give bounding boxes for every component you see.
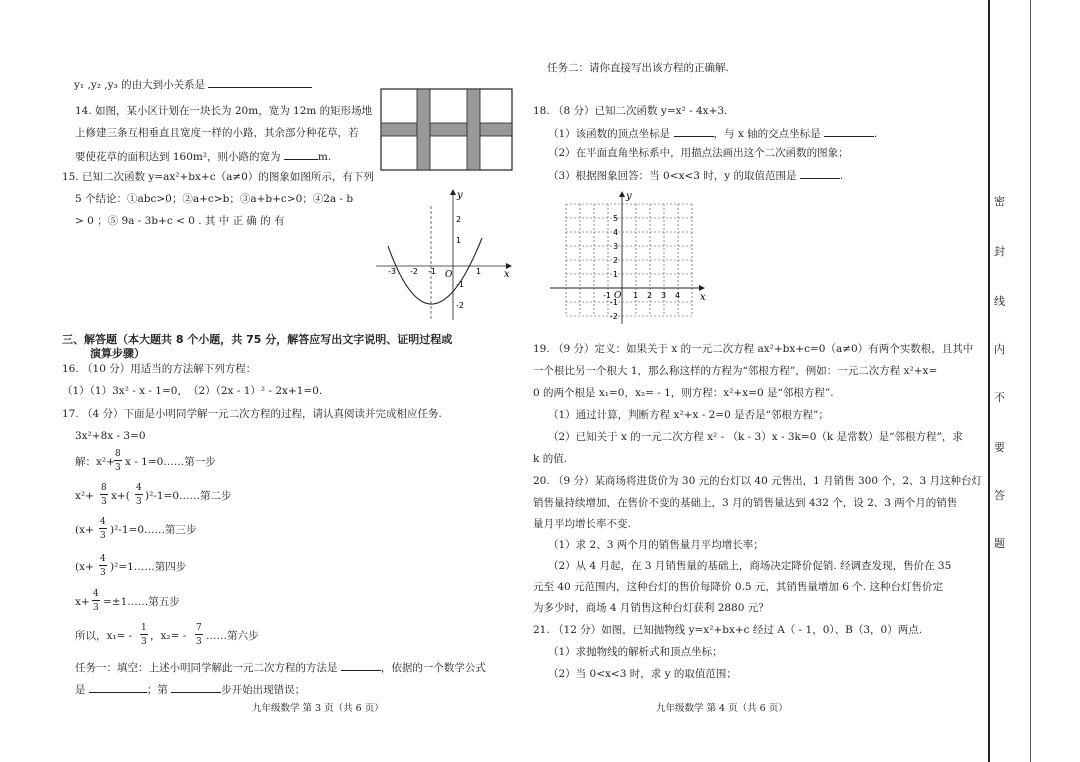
x-tick: 1 [633, 291, 639, 300]
q20-p1: （1）求 2、3 两个月的销售量月平均增长率； [548, 539, 764, 551]
y-tick: 1 [613, 270, 619, 279]
y-tick: 3 [613, 242, 619, 251]
page-footer-right: 九年级数学 第 4 页（共 6 页） [656, 703, 788, 714]
answer-blank[interactable] [89, 682, 147, 693]
section3-heading-1: 三、解答题（本大题共 8 个小题，共 75 分，解答应写出文字说明、证明过程或 [62, 333, 453, 346]
seal-char: 线 [994, 295, 1005, 308]
q18-title: 18. （8 分）已知二次函数 y=x² - 4x+3. [533, 105, 728, 117]
q20-p2: （2）从 4 月起，在 3 月销售量的基础上，商场决定降价促销. 经调查发现，售价在 35 [548, 560, 952, 572]
x-tick: 1 [476, 267, 482, 276]
y-tick: -2 [610, 312, 618, 321]
q20-line1: 20. （9 分）某商场将进货价为 30 元的台灯以 40 元售出，1 月销售 300 个，2、3 月这种台灯 [533, 475, 983, 487]
y-tick: -1 [456, 280, 464, 289]
q19-p1: （1）通过计算，判断方程 x²+x - 2=0 是否是“邻根方程”； [548, 409, 829, 421]
q15-line1: 15. 已知二次函数 y=ax²+bx+c（a≠0）的图象如图所示，有下列 [62, 171, 374, 183]
q18-p3: （3）根据图象回答：当 0<x<3 时，y 的取值范围是 . [548, 170, 844, 182]
x-tick: 4 [675, 291, 681, 300]
origin-label: O [614, 291, 622, 301]
q21-p2: （2）当 0<x<3 时，求 y 的取值范围； [548, 668, 737, 680]
horizontal-road [381, 123, 512, 136]
y-tick: 4 [613, 228, 619, 237]
answer-blank[interactable] [284, 149, 318, 160]
y-tick: 2 [456, 215, 462, 224]
q20-line2: 销售量持续增加，在售价不变的基础上，3 月的销售量达到 432 个，设 2、3 两个月的销售 [533, 497, 958, 509]
q17-task1-line1: 任务一：填空：上述小明同学解此一元二次方程的方法是 ，依据的一个数学公式 [75, 662, 486, 674]
x-tick: -3 [388, 267, 396, 276]
q15-line2: 5 个结论：①abc>0；②a+c>b；③a+b+c>0；④2a - b [75, 193, 354, 205]
q16-eqs: （1）（1）3x² - x - 1=0， （2）（2x - 1）² - 2x+1=0. [62, 385, 323, 397]
q19-p2: （2）已知关于 x 的一元二次方程 x² - （k - 3）x - 3k=0（k 是常数）是“邻根方程”，求 [548, 431, 963, 443]
seal-char: 封 [994, 245, 1005, 258]
q17-title: 17. （4 分）下面是小明同学解一元二次方程的过程，请认真阅读并完成相应任务. [62, 408, 442, 420]
x-label: x [504, 269, 510, 280]
vertical-road-1 [417, 89, 430, 170]
y-tick: 2 [613, 256, 619, 265]
q14-line3: 要使花草的面积达到 160m²，则小路的宽为 m. [75, 151, 332, 163]
seal-char: 答 [994, 489, 1005, 502]
page-footer-left: 九年级数学 第 3 页（共 6 页） [252, 703, 384, 714]
seal-line [988, 0, 990, 762]
parabola-graph [372, 186, 518, 324]
x-tick: -1 [428, 267, 436, 276]
q15-line3: > 0 ；⑤ 9a - 3b+c < 0 . 其 中 正 确 的 有 [75, 215, 285, 227]
y-tick: -2 [456, 301, 464, 310]
x-tick: 2 [647, 291, 653, 300]
seal-char: 题 [994, 537, 1005, 550]
margin-line [1030, 0, 1031, 762]
q13-tail: y₁ ,y₂ ,y₃ 的由大到小关系是 [74, 77, 312, 92]
q14-line2: 上修建三条互相垂直且宽度一样的小路，其余部分种花草，若 [75, 127, 359, 139]
answer-blank[interactable] [800, 168, 840, 179]
q21-p1: （1）求抛物线的解析式和顶点坐标； [548, 646, 723, 658]
task2: 任务二：请你直接写出该方程的正确解. [547, 62, 729, 74]
answer-blank[interactable] [208, 77, 312, 88]
x-tick: -1 [603, 291, 611, 300]
y-tick: 5 [613, 214, 619, 223]
q17-task1-line2: 是 ；第 步开始出现错误； [75, 684, 306, 696]
x-tick: -2 [410, 267, 418, 276]
y-tick: -1 [610, 298, 618, 307]
q14-line1: 14. 如图，某小区计划在一块长为 20m，宽为 12m 的矩形场地 [75, 105, 373, 117]
q18-p1: （1）该函数的顶点坐标是 ，与 x 轴的交点坐标是 . [548, 128, 878, 140]
q20-p2c: 为多少时，商场 4 月销售这种台灯获利 2880 元？ [533, 602, 769, 614]
q18-p2: （2）在平面直角坐标系中，用描点法画出这个二次函数的图象； [548, 147, 849, 159]
q20-p2b: 元至 40 元范围内，这种台灯的售价每降价 0.5 元，其销售量增加 6 个. 这种台灯售价定 [533, 581, 943, 593]
seal-char: 密 [994, 195, 1005, 208]
seal-char: 要 [994, 441, 1005, 454]
answer-blank[interactable] [341, 660, 381, 671]
q19-line1: 19. （9 分）定义：如果关于 x 的一元二次方程 ax²+bx+c=0（a≠0）有两个实数根，且其中 [533, 343, 974, 355]
y-label: y [626, 191, 632, 202]
seal-char: 内 [994, 343, 1005, 356]
q16-title: 16. （10 分）用适当的方法解下列方程： [62, 363, 257, 375]
q17-eq: 3x²+8x - 3=0 [75, 430, 146, 442]
x-tick: 3 [661, 291, 667, 300]
section3-heading-2: 演算步骤） [90, 347, 145, 360]
q19-line2: 一个根比另一个根大 1，那么称这样的方程为“邻根方程”，例如：一元二次方程 x²+x= [533, 365, 938, 377]
q20-line3: 量月平均增长率不变. [533, 518, 631, 530]
vertical-road-2 [467, 89, 480, 170]
coordinate-grid [548, 190, 712, 328]
origin-label: O [445, 270, 453, 280]
q19-line3: 0 的两个根是 x₁=0，x₂= - 1，则方程：x²+x=0 是“邻根方程”. [533, 387, 834, 399]
answer-blank[interactable] [674, 126, 714, 137]
road-figure [380, 88, 514, 172]
y-tick: 1 [456, 236, 462, 245]
answer-blank[interactable] [824, 126, 874, 137]
y-label: y [457, 190, 463, 201]
x-label: x [700, 292, 706, 303]
seal-char: 不 [994, 391, 1005, 404]
q21-line1: 21. （12 分）如图，已知抛物线 y=x²+bx+c 经过 A（ - 1，0）、B（3，0）两点. [533, 624, 923, 636]
q19-p2b: k 的值. [533, 453, 568, 465]
answer-blank[interactable] [171, 682, 221, 693]
